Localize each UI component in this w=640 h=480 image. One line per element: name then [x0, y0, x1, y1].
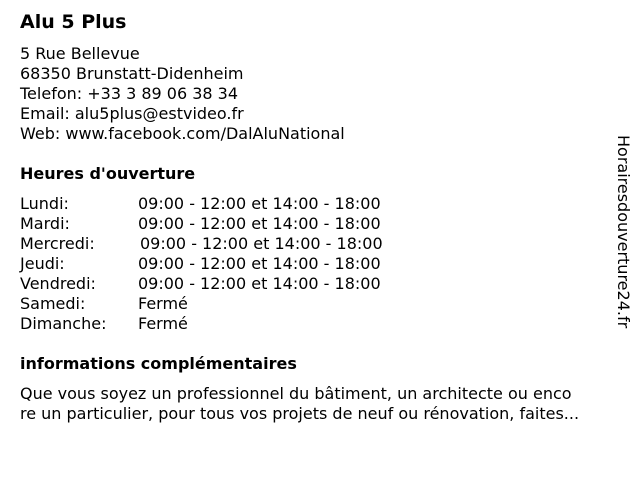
hours-day-label: Vendredi:	[20, 274, 96, 293]
business-name: Alu 5 Plus	[20, 11, 127, 33]
hours-row-monday	[20, 194, 440, 214]
hours-row-saturday	[20, 294, 440, 314]
website-address: Web: www.facebook.com/DalAluNational	[20, 124, 345, 143]
email-address: Email: alu5plus@estvideo.fr	[20, 104, 244, 123]
additional-info-text	[20, 384, 632, 424]
hours-day-label: Mardi:	[20, 214, 70, 233]
hours-day-label: Mercredi:	[20, 234, 95, 253]
hours-row-friday	[20, 274, 440, 294]
hours-day-label: Jeudi:	[20, 254, 65, 273]
hours-day-label: Samedi:	[20, 294, 86, 313]
hours-row-thursday	[20, 254, 440, 274]
hours-time-value: 09:00 - 12:00 et 14:00 - 18:00	[138, 254, 381, 273]
additional-info-line: Que vous soyez un professionnel du bâtiment, un architecte ou enco	[20, 384, 572, 403]
hours-time-value: 09:00 - 12:00 et 14:00 - 18:00	[138, 194, 381, 213]
additional-info-line: re un particulier, pour tous vos projets de neuf ou rénovation, faites...	[20, 404, 580, 423]
address-city: 68350 Brunstatt-Didenheim	[20, 64, 244, 83]
hours-day-label: Lundi:	[20, 194, 69, 213]
site-watermark: Horairesdouverture24.fr	[614, 135, 633, 329]
hours-time-value: Fermé	[138, 314, 188, 333]
hours-row-tuesday	[20, 214, 440, 234]
additional-info-heading: informations complémentaires	[20, 354, 297, 373]
opening-hours-heading: Heures d'ouverture	[20, 164, 196, 183]
hours-day-label: Dimanche:	[20, 314, 107, 333]
contact-block	[20, 44, 345, 144]
phone-number: Telefon: +33 3 89 06 38 34	[20, 84, 239, 103]
hours-time-value: Fermé	[138, 294, 188, 313]
hours-time-value: 09:00 - 12:00 et 14:00 - 18:00	[138, 274, 381, 293]
hours-row-sunday	[20, 314, 440, 334]
hours-time-value: 09:00 - 12:00 et 14:00 - 18:00	[140, 234, 383, 253]
hours-time-value: 09:00 - 12:00 et 14:00 - 18:00	[138, 214, 381, 233]
hours-row-wednesday	[20, 234, 440, 254]
opening-hours-list	[20, 194, 440, 334]
address-street: 5 Rue Bellevue	[20, 44, 140, 63]
